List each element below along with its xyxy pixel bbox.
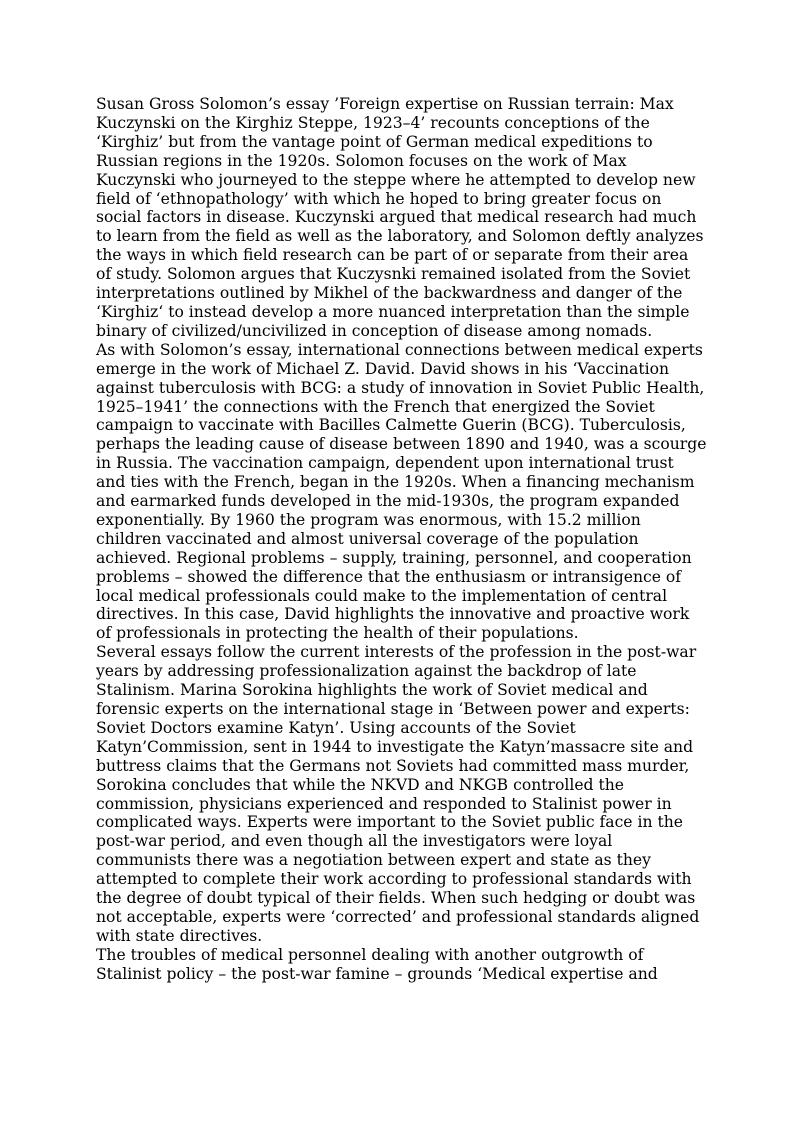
paragraph-solomon: Susan Gross Solomon’s essay ’Foreign expertise on Russian terrain: Max Kuczynski on the Kirghiz Steppe, 1923–4’ recounts conceptions of the ‘Kirghiz’ but from the vantage point of German medical expeditions to Russian regions in the 1920s. Solomon focuses on the work of Max Kuczynski who journeyed to the steppe where he attempted to develop new field of ‘ethnopathology’ with which he hoped to bring greater focus on social factors in disease. Kuczynski argued that medical research had much to learn from the field as well as the laboratory, and Solomon deftly analyzes the ways in which field research can be part of or separate from their area of study. Solomon argues that Kuczysnki remained isolated from the Soviet interpretations outlined by Mikhel of the backwardness and danger of the ‘Kirghiz‘ to instead develop a more nuanced interpretation than the simple binary of civilized/uncivilized in conception of disease among nomads. (96, 95, 704, 340)
document-body (96, 95, 708, 984)
paragraph-david: As with Solomon’s essay, international connections between medical experts emerge in the work of Michael Z. David. David shows in his ‘Vaccination against tuberculosis with BCG: a study of innovation in Soviet Public Health, 1925–1941’ the connections with the French that energized the Soviet campaign to vaccinate with Bacilles Calmette Guerin (BCG). Tuberculosis, perhaps the leading cause of disease between 1890 and 1940, was a scourge in Russia. The vaccination campaign, dependent upon international trust and ties with the French, began in the 1920s. When a financing mechanism and earmarked funds developed in the mid-1930s, the program expanded exponentially. By 1960 the program was enormous, with 15.2 million children vaccinated and almost universal coverage of the population achieved. Regional problems – supply, training, personnel, and cooperation problems – showed the difference that the enthusiasm or intransigence of local medical professionals could make to the implementation of central directives. In this case, David highlights the innovative and proactive work of professionals in protecting the health of their populations. (96, 340, 707, 643)
paragraph-famine: The troubles of medical personnel dealing with another outgrowth of Stalinist policy – the post-war famine – grounds ‘Medical expertise and (96, 945, 658, 983)
paragraph-sorokina: Several essays follow the current interests of the profession in the post-war years by addressing professionalization against the backdrop of late Stalinism. Marina Sorokina highlights the work of Soviet medical and forensic experts on the international stage in ‘Between power and experts: Soviet Doctors examine Katyn’. Using accounts of the Soviet Katyn’Commission, sent in 1944 to investigate the Katyn’massacre site and buttress claims that the Germans not Soviets had committed mass murder, Sorokina concludes that while the NKVD and NKGB controlled the commission, physicians experienced and responded to Stalinist power in complicated ways. Experts were important to the Soviet public face in the post-war period, and even though all the investigators were loyal communists there was a negotiation between expert and state as they attempted to complete their work according to professional standards with the degree of doubt typical of their fields. When such hedging or doubt was not acceptable, experts were ‘corrected’ and professional standards aligned with state directives. (96, 643, 700, 945)
